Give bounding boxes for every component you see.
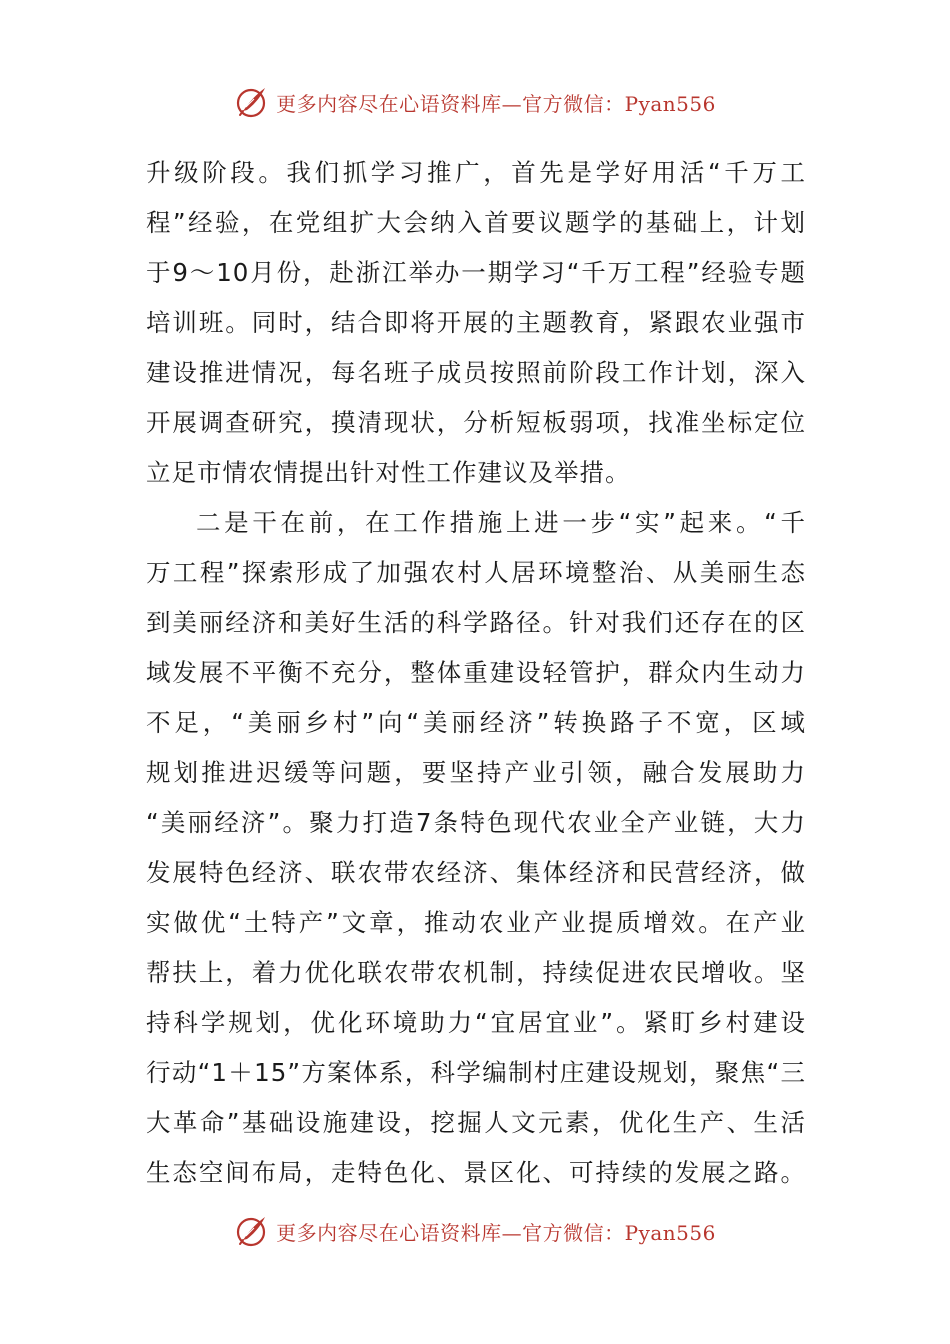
text-line: 规划推进迟缓等问题，要坚持产业引领，融合发展助力: [146, 758, 806, 787]
text-line: 于9～10月份，赴浙江举办一期学习“千万工程”经验专题: [146, 258, 806, 287]
document-body: [146, 148, 806, 1198]
footer-banner-text: 更多内容尽在心语资料库—官方微信：Pyan556: [276, 1220, 716, 1245]
text-line: 持科学规划，优化环境助力“宜居宜业”。紧盯乡村建设: [146, 1008, 806, 1037]
text-line: 到美丽经济和美好生活的科学路径。针对我们还存在的区: [146, 608, 806, 637]
text-line: 万工程”探索形成了加强农村人居环境整治、从美丽生态: [146, 558, 806, 587]
header-banner: [0, 82, 950, 122]
footer-banner: [0, 1211, 950, 1251]
quill-pen-logo-icon: [234, 1213, 270, 1249]
text-line: 二是干在前，在工作措施上进一步“实”起来。“千: [196, 508, 806, 537]
text-line: 开展调查研究，摸清现状，分析短板弱项，找准坐标定位: [146, 408, 806, 437]
text-line: 建设推进情况，每名班子成员按照前阶段工作计划，深入: [146, 358, 806, 387]
text-line: 立足市情农情提出针对性工作建议及举措。: [146, 458, 631, 487]
text-line: 大革命”基础设施建设，挖掘人文元素，优化生产、生活: [146, 1108, 806, 1137]
text-line: 域发展不平衡不充分，整体重建设轻管护，群众内生动力: [146, 658, 806, 687]
text-line: 培训班。同时，结合即将开展的主题教育，紧跟农业强市: [146, 308, 806, 337]
text-line: 发展特色经济、联农带农经济、集体经济和民营经济，做: [146, 858, 806, 887]
text-line: 生态空间布局，走特色化、景区化、可持续的发展之路。: [146, 1158, 806, 1187]
text-line: 实做优“土特产”文章，推动农业产业提质增效。在产业: [146, 908, 806, 937]
text-line: 不足，“美丽乡村”向“美丽经济”转换路子不宽，区域: [146, 708, 806, 737]
text-line: 程”经验，在党组扩大会纳入首要议题学的基础上，计划: [146, 208, 806, 237]
text-line: 行动“1＋15”方案体系，科学编制村庄建设规划，聚焦“三: [146, 1058, 806, 1087]
text-line: 升级阶段。我们抓学习推广，首先是学好用活“千万工: [146, 158, 806, 187]
quill-pen-logo-icon: [234, 84, 270, 120]
text-line: 帮扶上，着力优化联农带农机制，持续促进农民增收。坚: [146, 958, 806, 987]
text-line: “美丽经济”。聚力打造7条特色现代农业全产业链，大力: [146, 808, 806, 837]
header-banner-text: 更多内容尽在心语资料库—官方微信：Pyan556: [276, 91, 716, 116]
